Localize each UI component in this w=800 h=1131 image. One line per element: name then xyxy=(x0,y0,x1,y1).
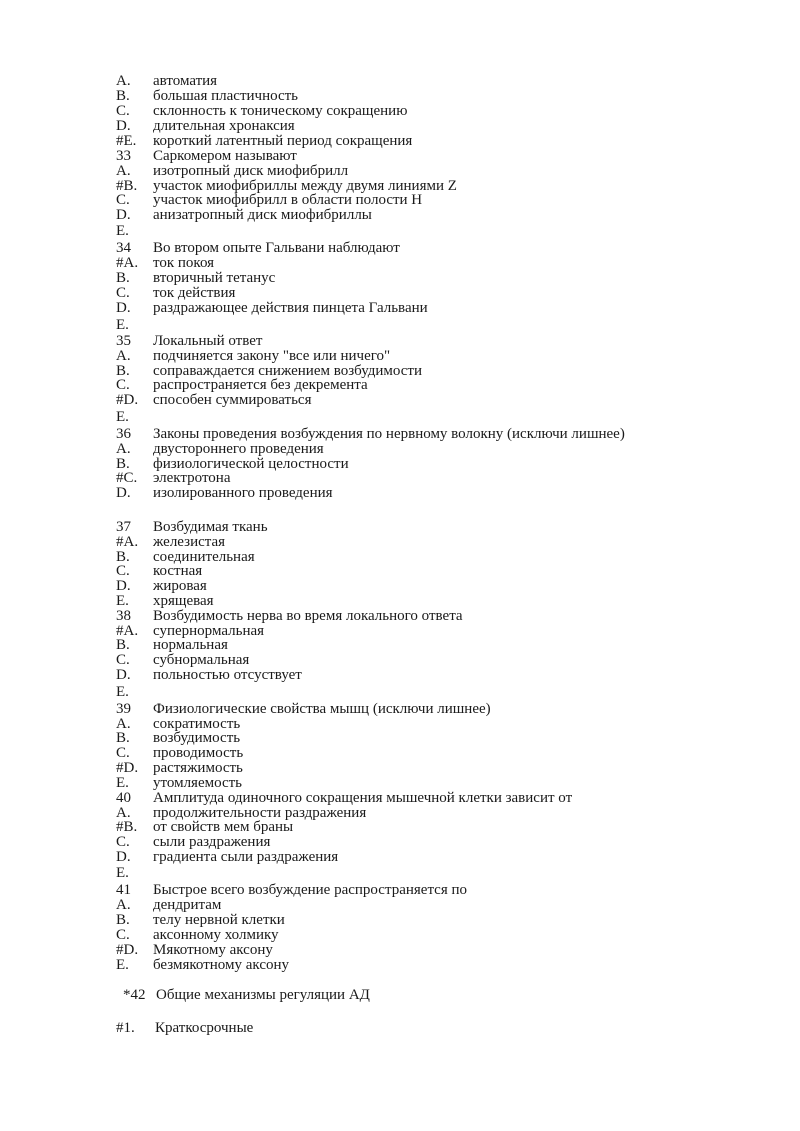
line-text: электротона xyxy=(153,470,231,486)
line-text: ток покоя xyxy=(153,255,215,271)
line-text: способен суммироваться xyxy=(153,392,312,408)
line-text: раздражающее действия пинцета Гальвани xyxy=(153,300,428,316)
line-marker: *42 xyxy=(123,987,146,1003)
line-marker: E. xyxy=(116,317,129,333)
line-marker: E. xyxy=(116,593,129,609)
line-text: участок миофибриллы между двумя линиями Z xyxy=(153,178,457,194)
line-text: анизатропный диск миофибриллы xyxy=(153,207,372,223)
line-marker: D. xyxy=(116,300,131,316)
line-text: Амплитуда одиночного сокращения мышечной клетки зависит от xyxy=(153,790,573,806)
line-marker: D. xyxy=(116,667,131,683)
line-marker: B. xyxy=(116,88,130,104)
line-text: хрящевая xyxy=(153,593,214,609)
line-text: безмякотному аксону xyxy=(153,957,290,973)
line-text: Физиологические свойства мышц (исключи лишнее) xyxy=(153,701,491,717)
line-text: склонность к тоническому сокращению xyxy=(153,103,408,119)
line-text: телу нервной клетки xyxy=(153,912,285,928)
line-text: костная xyxy=(153,563,203,579)
line-text: длительная хронаксия xyxy=(153,118,295,134)
line-marker: 41 xyxy=(116,882,131,898)
line-marker: C. xyxy=(116,377,130,393)
line-text: Возбудимая ткань xyxy=(153,519,268,535)
line-text: Быстрое всего возбуждение распространяется по xyxy=(153,882,468,898)
line-text: Во втором опыте Гальвани наблюдают xyxy=(153,240,400,256)
line-text: соединительная xyxy=(153,549,255,565)
line-text: жировая xyxy=(153,578,207,594)
line-marker: E. xyxy=(116,684,129,700)
line-text: проводимость xyxy=(153,745,244,761)
line-marker: 40 xyxy=(116,790,131,806)
line-text: железистая xyxy=(153,534,226,550)
line-text: сократимость xyxy=(153,716,241,732)
line-marker: A. xyxy=(116,897,131,913)
line-marker: A. xyxy=(116,805,131,821)
line-marker: 39 xyxy=(116,701,131,717)
line-marker: #A. xyxy=(116,623,139,639)
line-text: Законы проведения возбуждения по нервному волокну (исключи лишнее) xyxy=(153,426,625,442)
line-marker: A. xyxy=(116,163,131,179)
line-text: короткий латентный период сокращения xyxy=(153,133,413,149)
line-text: Возбудимость нерва во время локального ответа xyxy=(153,608,463,624)
line-text: растяжимость xyxy=(153,760,243,776)
line-marker: #A. xyxy=(116,534,139,550)
line-marker: D. xyxy=(116,207,131,223)
line-marker: A. xyxy=(116,73,131,89)
line-marker: C. xyxy=(116,103,130,119)
line-marker: 37 xyxy=(116,519,131,535)
line-marker: C. xyxy=(116,192,130,208)
line-text: нормальная xyxy=(153,637,228,653)
line-text: автоматия xyxy=(153,73,218,89)
line-marker: #E. xyxy=(116,133,137,149)
line-text: утомляемость xyxy=(153,775,243,791)
line-text: от свойств мем браны xyxy=(153,819,294,835)
line-text: Общие механизмы регуляции АД xyxy=(156,987,370,1003)
line-text: Саркомером называют xyxy=(153,148,297,164)
line-marker: 34 xyxy=(116,240,131,256)
line-marker: #B. xyxy=(116,819,138,835)
line-marker: A. xyxy=(116,716,131,732)
line-marker: #A. xyxy=(116,255,139,271)
line-text: градиента сыли раздражения xyxy=(153,849,339,865)
line-marker: A. xyxy=(116,441,131,457)
line-text: подчиняется закону "все или ничего" xyxy=(153,348,391,364)
line-text: Краткосрочные xyxy=(155,1020,254,1036)
line-text: Локальный ответ xyxy=(153,333,263,349)
line-marker: E. xyxy=(116,957,129,973)
line-marker: B. xyxy=(116,270,130,286)
line-marker: 35 xyxy=(116,333,131,349)
line-text: соправаждается снижением возбудимости xyxy=(153,363,423,379)
line-text: участок миофибрилл в области полости Н xyxy=(153,192,423,208)
line-marker: D. xyxy=(116,578,131,594)
line-marker: C. xyxy=(116,652,130,668)
line-marker: C. xyxy=(116,745,130,761)
line-marker: A. xyxy=(116,348,131,364)
line-marker: B. xyxy=(116,549,130,565)
line-marker: B. xyxy=(116,456,130,472)
line-marker: D. xyxy=(116,849,131,865)
line-text: вторичный тетанус xyxy=(153,270,276,286)
line-text: сыли раздражения xyxy=(153,834,271,850)
line-marker: B. xyxy=(116,637,130,653)
line-text: аксонному холмику xyxy=(153,927,279,943)
line-text: двустороннего проведения xyxy=(153,441,324,457)
line-text: распространяется без декремента xyxy=(153,377,368,393)
line-marker: #1. xyxy=(116,1020,135,1036)
line-text: продолжительности раздражения xyxy=(153,805,367,821)
line-marker: #D. xyxy=(116,942,139,958)
line-marker: C. xyxy=(116,927,130,943)
line-marker: E. xyxy=(116,223,129,239)
line-text: возбудимость xyxy=(153,730,241,746)
line-text: ток действия xyxy=(153,285,236,301)
line-marker: #D. xyxy=(116,392,139,408)
line-marker: #C. xyxy=(116,470,138,486)
line-marker: E. xyxy=(116,775,129,791)
line-text: изотропный диск миофибрилл xyxy=(153,163,349,179)
line-text: физиологической целостности xyxy=(153,456,349,472)
line-marker: E. xyxy=(116,409,129,425)
line-marker: D. xyxy=(116,485,131,501)
line-marker: E. xyxy=(116,865,129,881)
line-text: Мякотному аксону xyxy=(153,942,273,958)
line-marker: B. xyxy=(116,730,130,746)
line-text: большая пластичность xyxy=(153,88,299,104)
line-marker: C. xyxy=(116,285,130,301)
line-marker: 36 xyxy=(116,426,131,442)
line-marker: C. xyxy=(116,834,130,850)
line-marker: C. xyxy=(116,563,130,579)
line-marker: #B. xyxy=(116,178,138,194)
line-text: изолированного проведения xyxy=(153,485,333,501)
line-marker: 33 xyxy=(116,148,131,164)
line-marker: #D. xyxy=(116,760,139,776)
line-text: субнормальная xyxy=(153,652,250,668)
line-text: польностью отсуствует xyxy=(153,667,302,683)
line-marker: 38 xyxy=(116,608,131,624)
line-marker: B. xyxy=(116,363,130,379)
line-marker: D. xyxy=(116,118,131,134)
line-marker: B. xyxy=(116,912,130,928)
line-text: дендритам xyxy=(153,897,222,913)
line-text: супернормальная xyxy=(153,623,265,639)
